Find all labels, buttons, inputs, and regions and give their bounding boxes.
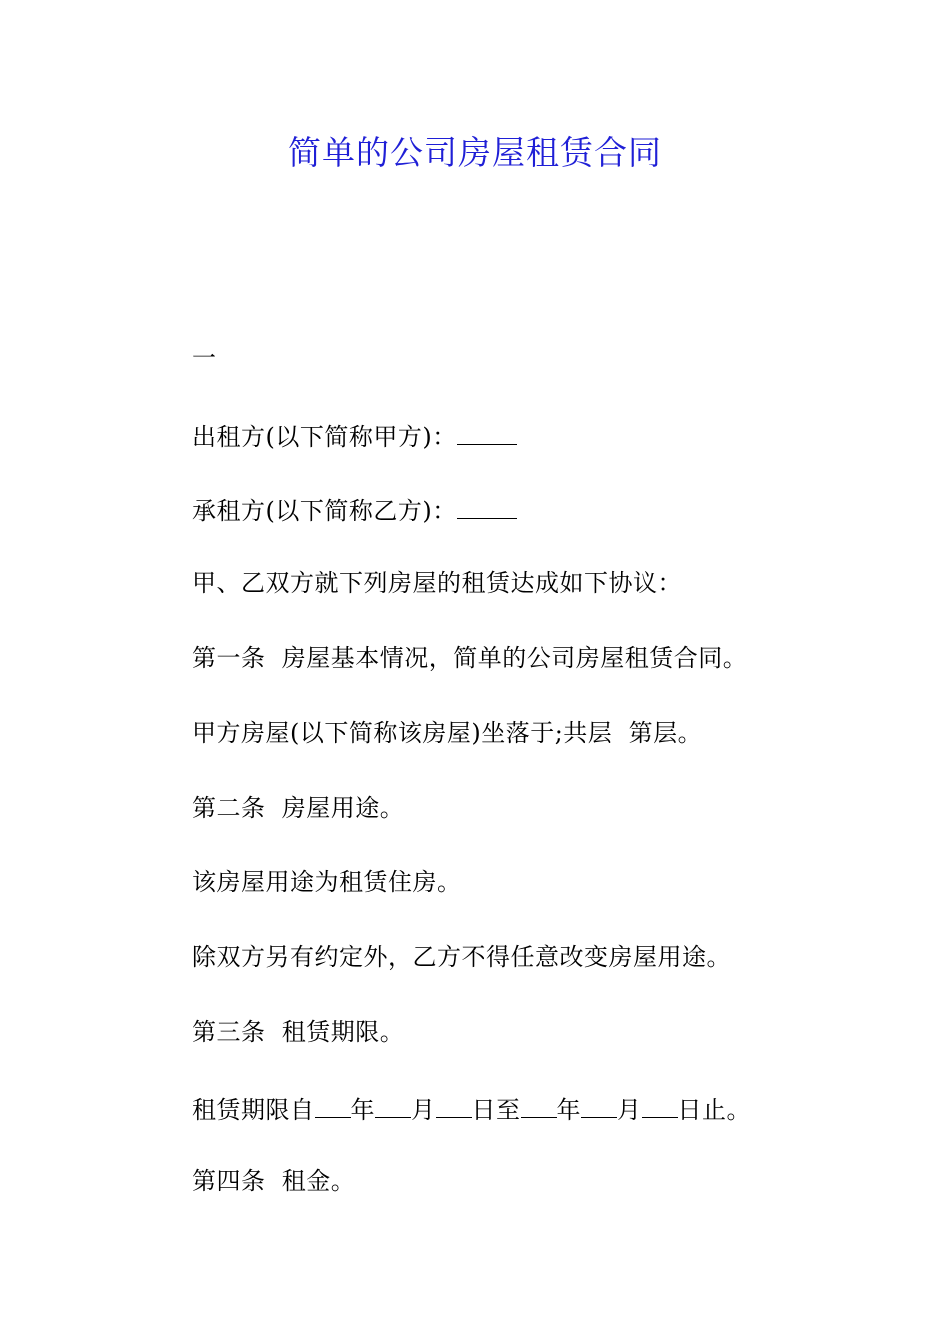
lessee-label: 承租方(以下简称乙方)： (192, 497, 457, 525)
lessor-label: 出租方(以下简称甲方)： (192, 423, 457, 451)
term-prefix: 租赁期限自 (192, 1096, 315, 1124)
article-2-body-2: 除双方另有约定外，乙方不得任意改变房屋用途。 (192, 943, 731, 971)
term-day-1: 日至 (471, 1096, 521, 1124)
document-title: 简单的公司房屋租赁合同 (288, 133, 662, 172)
article-2-body-1: 该房屋用途为租赁住房。 (192, 868, 462, 896)
intro-line: 甲、乙双方就下列房屋的租赁达成如下协议： (192, 569, 682, 597)
term-year-1: 年 (350, 1096, 375, 1124)
term-year-2: 年 (556, 1096, 581, 1124)
end-month-blank[interactable] (581, 1089, 617, 1118)
start-day-blank[interactable] (436, 1089, 472, 1118)
lessee-blank[interactable] (457, 490, 517, 519)
term-month-2: 月 (617, 1096, 642, 1124)
term-month-1: 月 (411, 1096, 436, 1124)
start-month-blank[interactable] (375, 1089, 411, 1118)
article-1-body: 甲方房屋(以下简称该房屋)坐落于;共层 第层。 (192, 719, 703, 747)
term-day-2: 日止。 (677, 1096, 751, 1124)
start-year-blank[interactable] (315, 1089, 351, 1118)
article-1-title: 第一条 房屋基本情况，简单的公司房屋租赁合同。 (192, 644, 748, 672)
end-day-blank[interactable] (642, 1089, 678, 1118)
lessee-line (192, 490, 810, 529)
section-marker: 一 (192, 344, 217, 372)
lease-term-line (192, 1089, 810, 1128)
article-3-title: 第三条 租赁期限。 (192, 1018, 405, 1046)
lessor-line (192, 416, 810, 455)
article-4-title: 第四条 租金。 (192, 1167, 356, 1195)
end-year-blank[interactable] (521, 1089, 557, 1118)
lessor-blank[interactable] (457, 416, 517, 445)
article-2-title: 第二条 房屋用途。 (192, 794, 405, 822)
